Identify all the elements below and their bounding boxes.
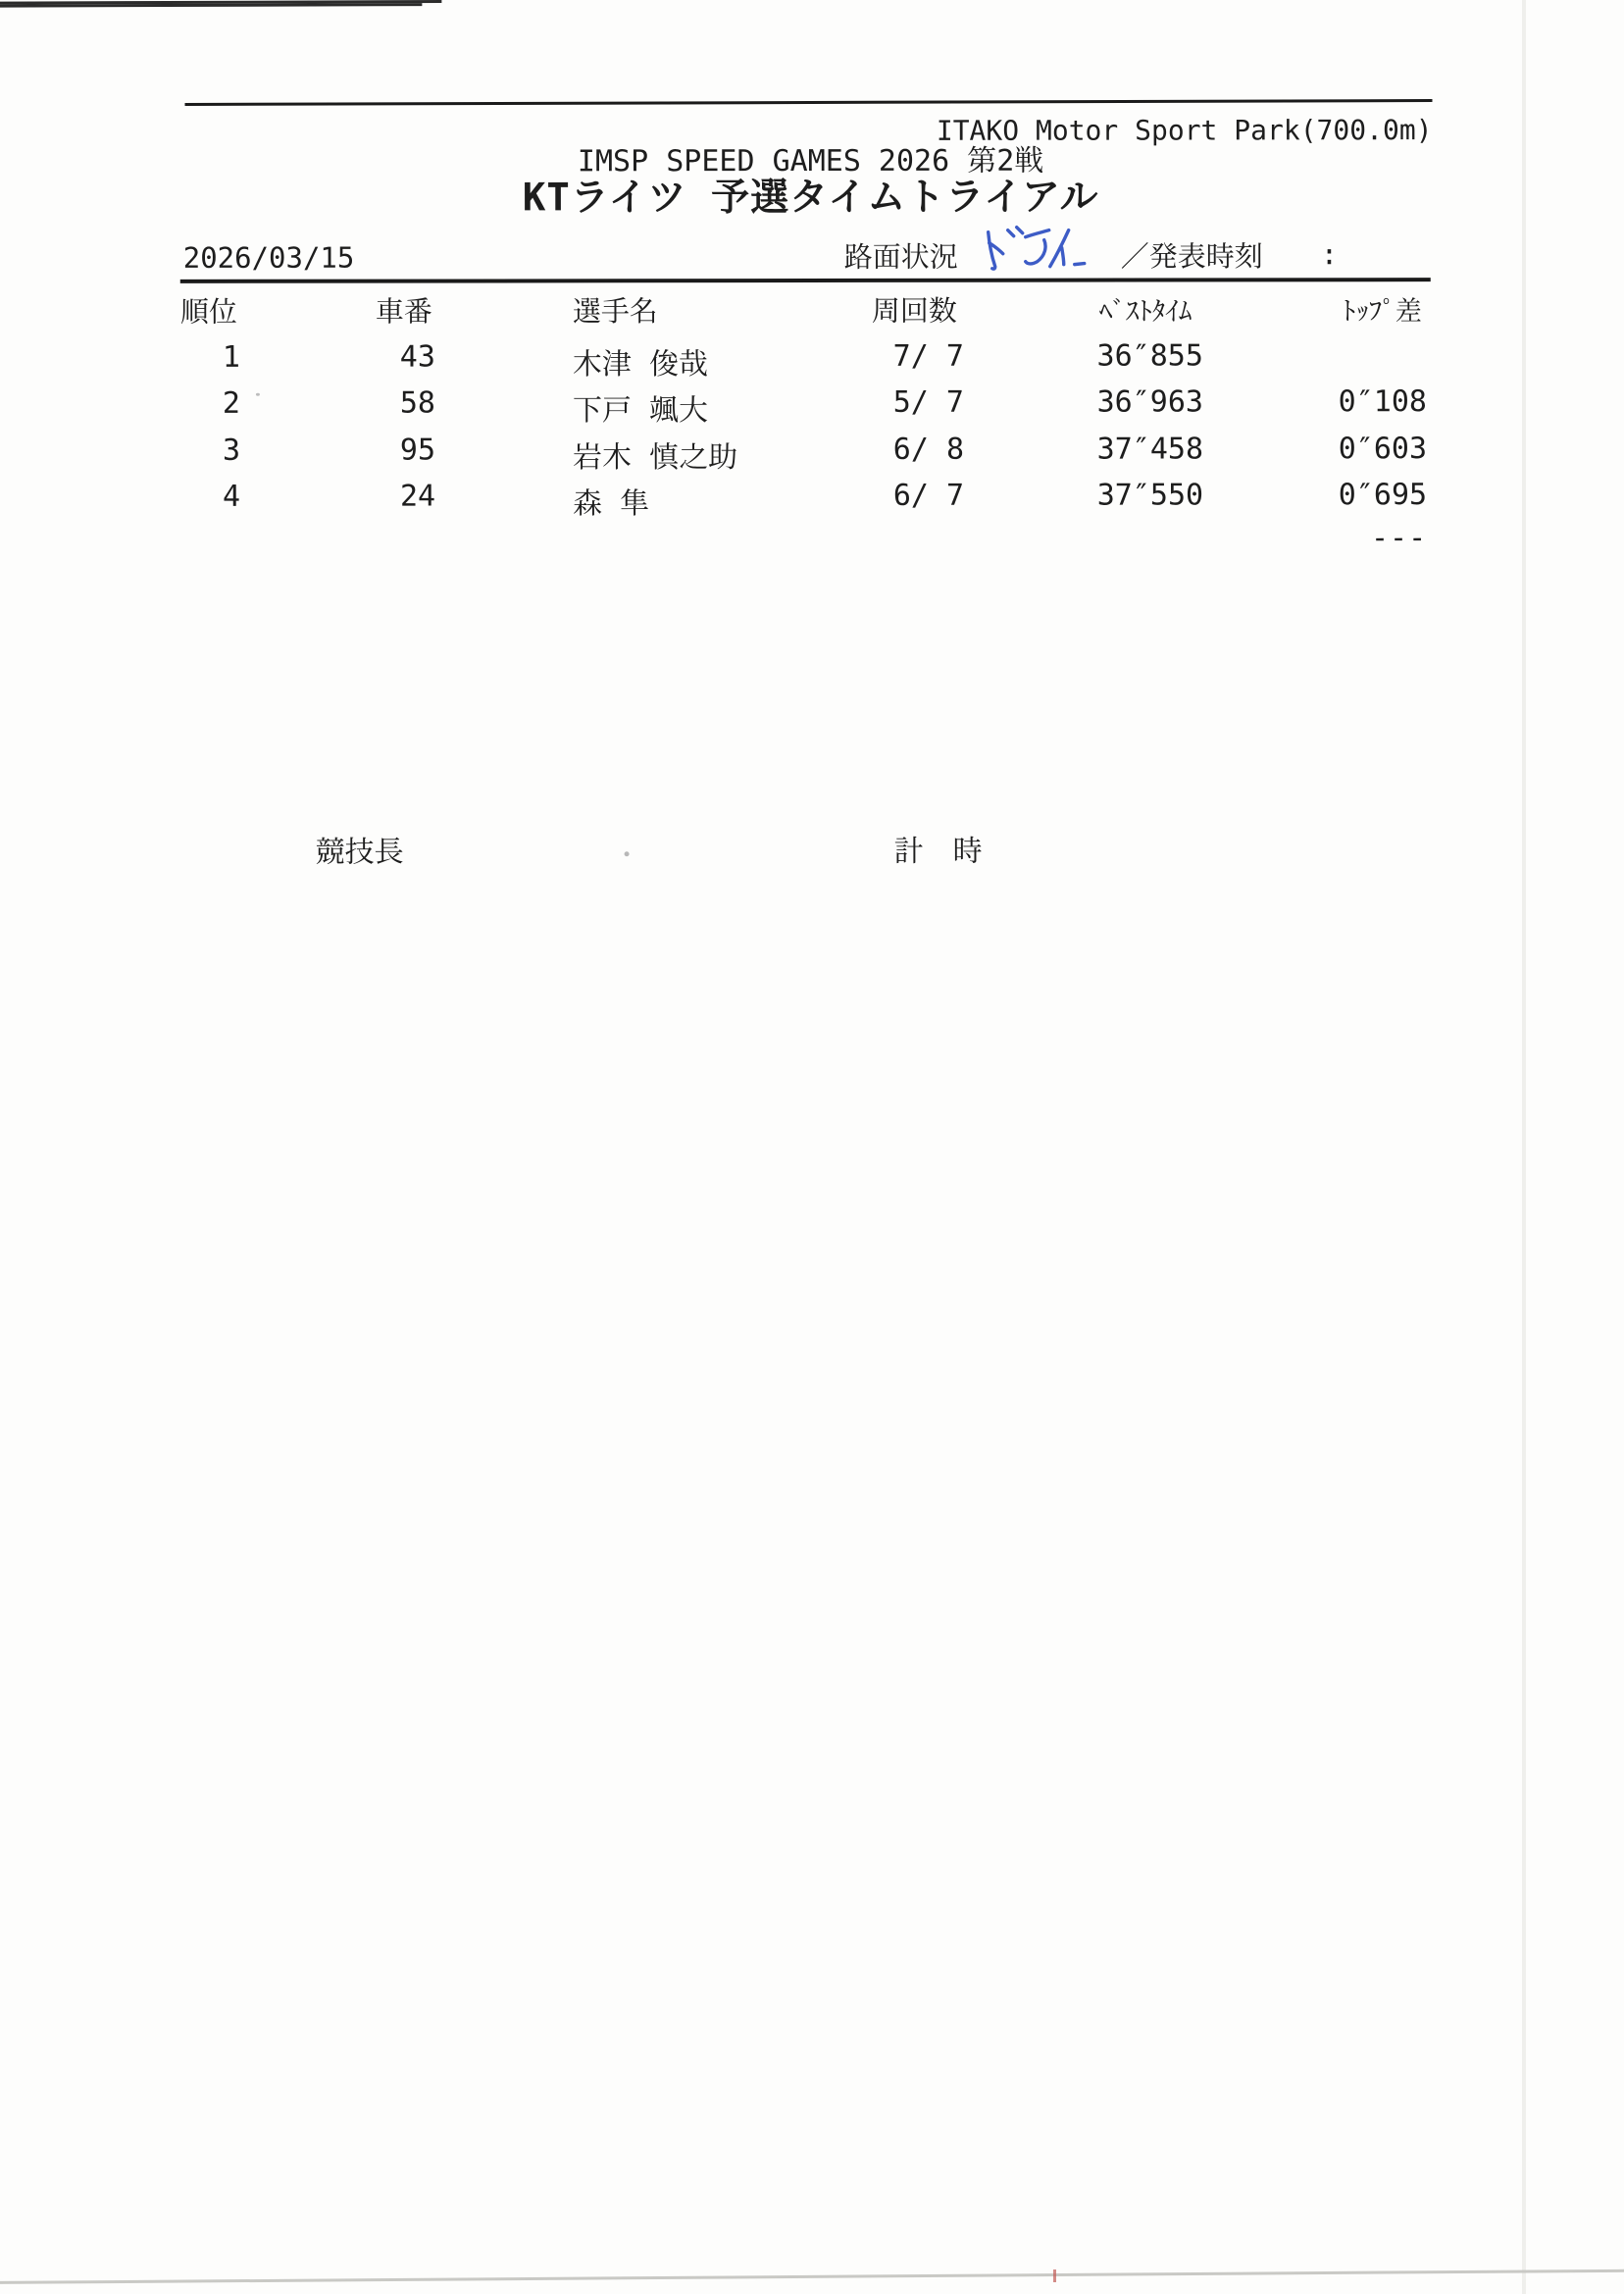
best-time: 37″550 [1096, 478, 1204, 513]
top-rule [185, 99, 1433, 106]
table-row [0, 478, 1623, 522]
timekeeper-signature-line [0, 3, 422, 8]
event-date: 2026/03/15 [182, 240, 355, 275]
col-header-gap-to-top: ﾄｯﾌﾟ差 [1342, 296, 1422, 328]
scan-dot-artifact [256, 393, 260, 396]
page-title: KTライツ 予選タイムトライアル [522, 175, 1099, 221]
best-time: 36″855 [1096, 338, 1203, 374]
table-row [0, 432, 1623, 476]
timekeeper-label: 計 時 [893, 834, 983, 869]
gap-column-footer-dashes: --- [1370, 521, 1428, 556]
table-row [0, 384, 1623, 429]
gap-to-top: 0″695 [1338, 478, 1428, 513]
rank-value: 2 [222, 385, 240, 421]
col-header-best-time: ﾍﾞｽﾄﾀｲﾑ [1098, 296, 1193, 328]
scan-red-mark [1053, 2269, 1056, 2282]
surface-condition-label: 路面状況 [843, 239, 958, 274]
rank-value: 1 [222, 339, 240, 375]
gap-to-top: 0″108 [1338, 384, 1427, 420]
announce-time-label: ／発表時刻 [1120, 239, 1263, 274]
driver-name: 森 隼 [573, 486, 650, 522]
event-name: IMSP SPEED GAMES 2026 第2戦 [577, 143, 1044, 179]
venue-text: ITAKO Motor Sport Park(700.0m) [936, 114, 1433, 147]
car-number: 58 [399, 385, 435, 421]
lap-count: 6/ 7 [892, 478, 965, 513]
gap-to-top: 0″603 [1338, 432, 1428, 467]
handwritten-dry-ink [976, 222, 1101, 286]
lap-count: 5/ 7 [892, 384, 964, 420]
table-row [0, 338, 1623, 382]
scan-dot-artifact [625, 851, 630, 856]
announce-time-value: : [1320, 237, 1339, 272]
race-director-label: 競技長 [315, 835, 404, 870]
col-header-rank: 順位 [179, 294, 237, 329]
driver-name: 岩木 慎之助 [572, 440, 738, 476]
best-time: 37″458 [1096, 432, 1204, 467]
rank-value: 3 [222, 433, 241, 468]
col-header-laps: 周回数 [871, 293, 957, 328]
driver-name: 木津 俊哉 [572, 347, 708, 382]
scan-edge-shading [1522, 0, 1526, 2294]
lap-count: 6/ 8 [892, 432, 965, 467]
rank-value: 4 [222, 479, 241, 514]
lap-count: 7/ 7 [892, 338, 964, 374]
car-number: 24 [399, 479, 436, 514]
col-header-car: 車番 [375, 294, 432, 329]
car-number: 43 [399, 339, 435, 375]
col-header-driver: 選手名 [572, 294, 658, 329]
car-number: 95 [399, 433, 436, 468]
driver-name: 下戸 颯大 [572, 393, 709, 429]
best-time: 36″963 [1096, 384, 1203, 420]
header-divider-rule [180, 278, 1431, 283]
